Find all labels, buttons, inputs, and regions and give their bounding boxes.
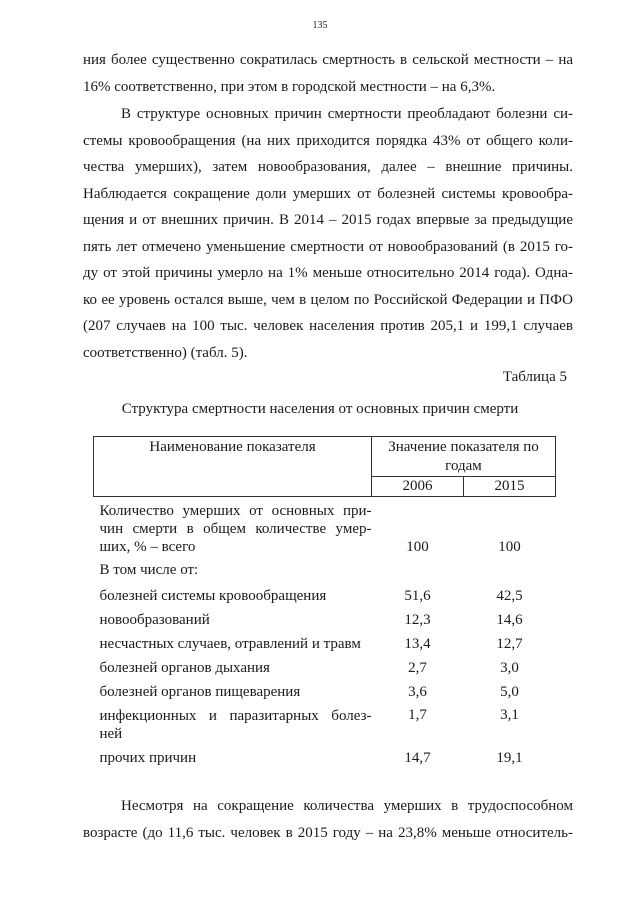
table-row bbox=[94, 743, 556, 773]
table-row bbox=[94, 656, 556, 680]
text-line: Наблюдается сокращение доли умерших от болезней системы кровообра- bbox=[83, 185, 573, 202]
table-row bbox=[94, 704, 556, 743]
value-2006: 51,6 bbox=[404, 587, 431, 604]
text-line: соответственно) (табл. 5). bbox=[83, 344, 248, 361]
text-line: ду от этой причины умерло на 1% меньше относительно 2014 года). Одна- bbox=[83, 265, 573, 281]
text-line: Несмотря на сокращение количества умерших в трудоспособном bbox=[121, 798, 573, 814]
text-line: пять лет отмечено уменьшение смертности от новообразований (в 2015 го- bbox=[83, 238, 573, 255]
table-subheader-row bbox=[94, 556, 556, 584]
text-line: щения и от внешних причин. В 2014 – 2015 годах впервые за предыдущие bbox=[83, 212, 573, 228]
value-2006: 1,7 bbox=[408, 707, 427, 723]
paragraph-3 bbox=[83, 793, 573, 846]
row-label: болезней системы кровообращения bbox=[99, 588, 327, 604]
table-label: Таблица 5 bbox=[502, 369, 567, 385]
text-line: чества умерших), затем новообразования, далее – внешние причины. bbox=[83, 159, 573, 175]
text-line: стемы кровообращения (на них приходится порядка 43% от общего коли- bbox=[83, 132, 573, 149]
value-2015: 3,1 bbox=[500, 707, 519, 723]
header-year-2006: 2006 bbox=[372, 477, 464, 497]
header-indicator-value: Значение показателя по годам bbox=[372, 437, 556, 477]
value-2015: 42,5 bbox=[496, 587, 523, 604]
text-line: (207 случаев на 100 тыс. человек населения против 205,1 и 199,1 случаев bbox=[83, 318, 573, 334]
table-row bbox=[94, 632, 556, 656]
value-2006: 12,3 bbox=[404, 611, 431, 628]
subheader-label: В том числе от: bbox=[99, 562, 199, 578]
table-row-total bbox=[94, 497, 556, 557]
text-line: 16% соответственно, при этом в городской местности – на 6,3%. bbox=[83, 78, 496, 95]
row-label bbox=[94, 704, 372, 743]
value-2015: 5,0 bbox=[500, 683, 519, 700]
page-number: 135 bbox=[312, 20, 328, 31]
value-2006: 100 bbox=[406, 539, 429, 555]
table-title: Структура смертности населения от основных причин смерти bbox=[121, 401, 519, 417]
value-2015: 3,0 bbox=[500, 659, 519, 676]
row-label: болезней органов дыхания bbox=[99, 660, 270, 676]
header-indicator-name: Наименование показателя bbox=[94, 437, 372, 497]
row-label bbox=[94, 497, 372, 557]
table-row bbox=[94, 680, 556, 704]
value-2015: 100 bbox=[498, 539, 521, 555]
table-row bbox=[94, 608, 556, 632]
value-2015: 14,6 bbox=[496, 611, 523, 628]
paragraph-1 bbox=[83, 47, 573, 100]
text-line: В структуре основных причин смертности преобладают болезни си- bbox=[121, 106, 573, 122]
text-line: инфекционных и паразитарных болез- bbox=[99, 708, 372, 724]
row-label: несчастных случаев, отравлений и травм bbox=[99, 636, 361, 652]
text-line: Количество умерших от основных при- bbox=[99, 503, 372, 519]
text-line: ния более существенно сократилась смертность в сельской местности – на bbox=[83, 52, 573, 68]
paragraph-2 bbox=[83, 101, 573, 366]
header-year-2015: 2015 bbox=[464, 477, 556, 497]
text-line: ней bbox=[99, 726, 123, 742]
text-line: возрасте (до 11,6 тыс. человек в 2015 году – на 23,8% меньше относитель- bbox=[83, 824, 573, 841]
row-label: болезней органов пищеварения bbox=[99, 684, 301, 700]
row-label: новообразований bbox=[99, 612, 210, 628]
table-row bbox=[94, 584, 556, 608]
value-2006: 14,7 bbox=[404, 749, 431, 766]
mortality-table bbox=[93, 436, 556, 773]
value-2015: 19,1 bbox=[496, 749, 523, 766]
row-label: прочих причин bbox=[99, 750, 197, 766]
value-2006: 13,4 bbox=[404, 635, 431, 652]
text-line: ко ее уровень остался выше, чем в целом по Российской Федерации и ПФО bbox=[83, 291, 573, 308]
value-2006: 2,7 bbox=[408, 659, 427, 676]
text-line: чин смерти в общем количестве умер- bbox=[99, 521, 372, 537]
value-2015: 12,7 bbox=[496, 635, 523, 652]
text-line: ших, % – всего bbox=[99, 539, 196, 555]
value-2006: 3,6 bbox=[408, 683, 427, 700]
